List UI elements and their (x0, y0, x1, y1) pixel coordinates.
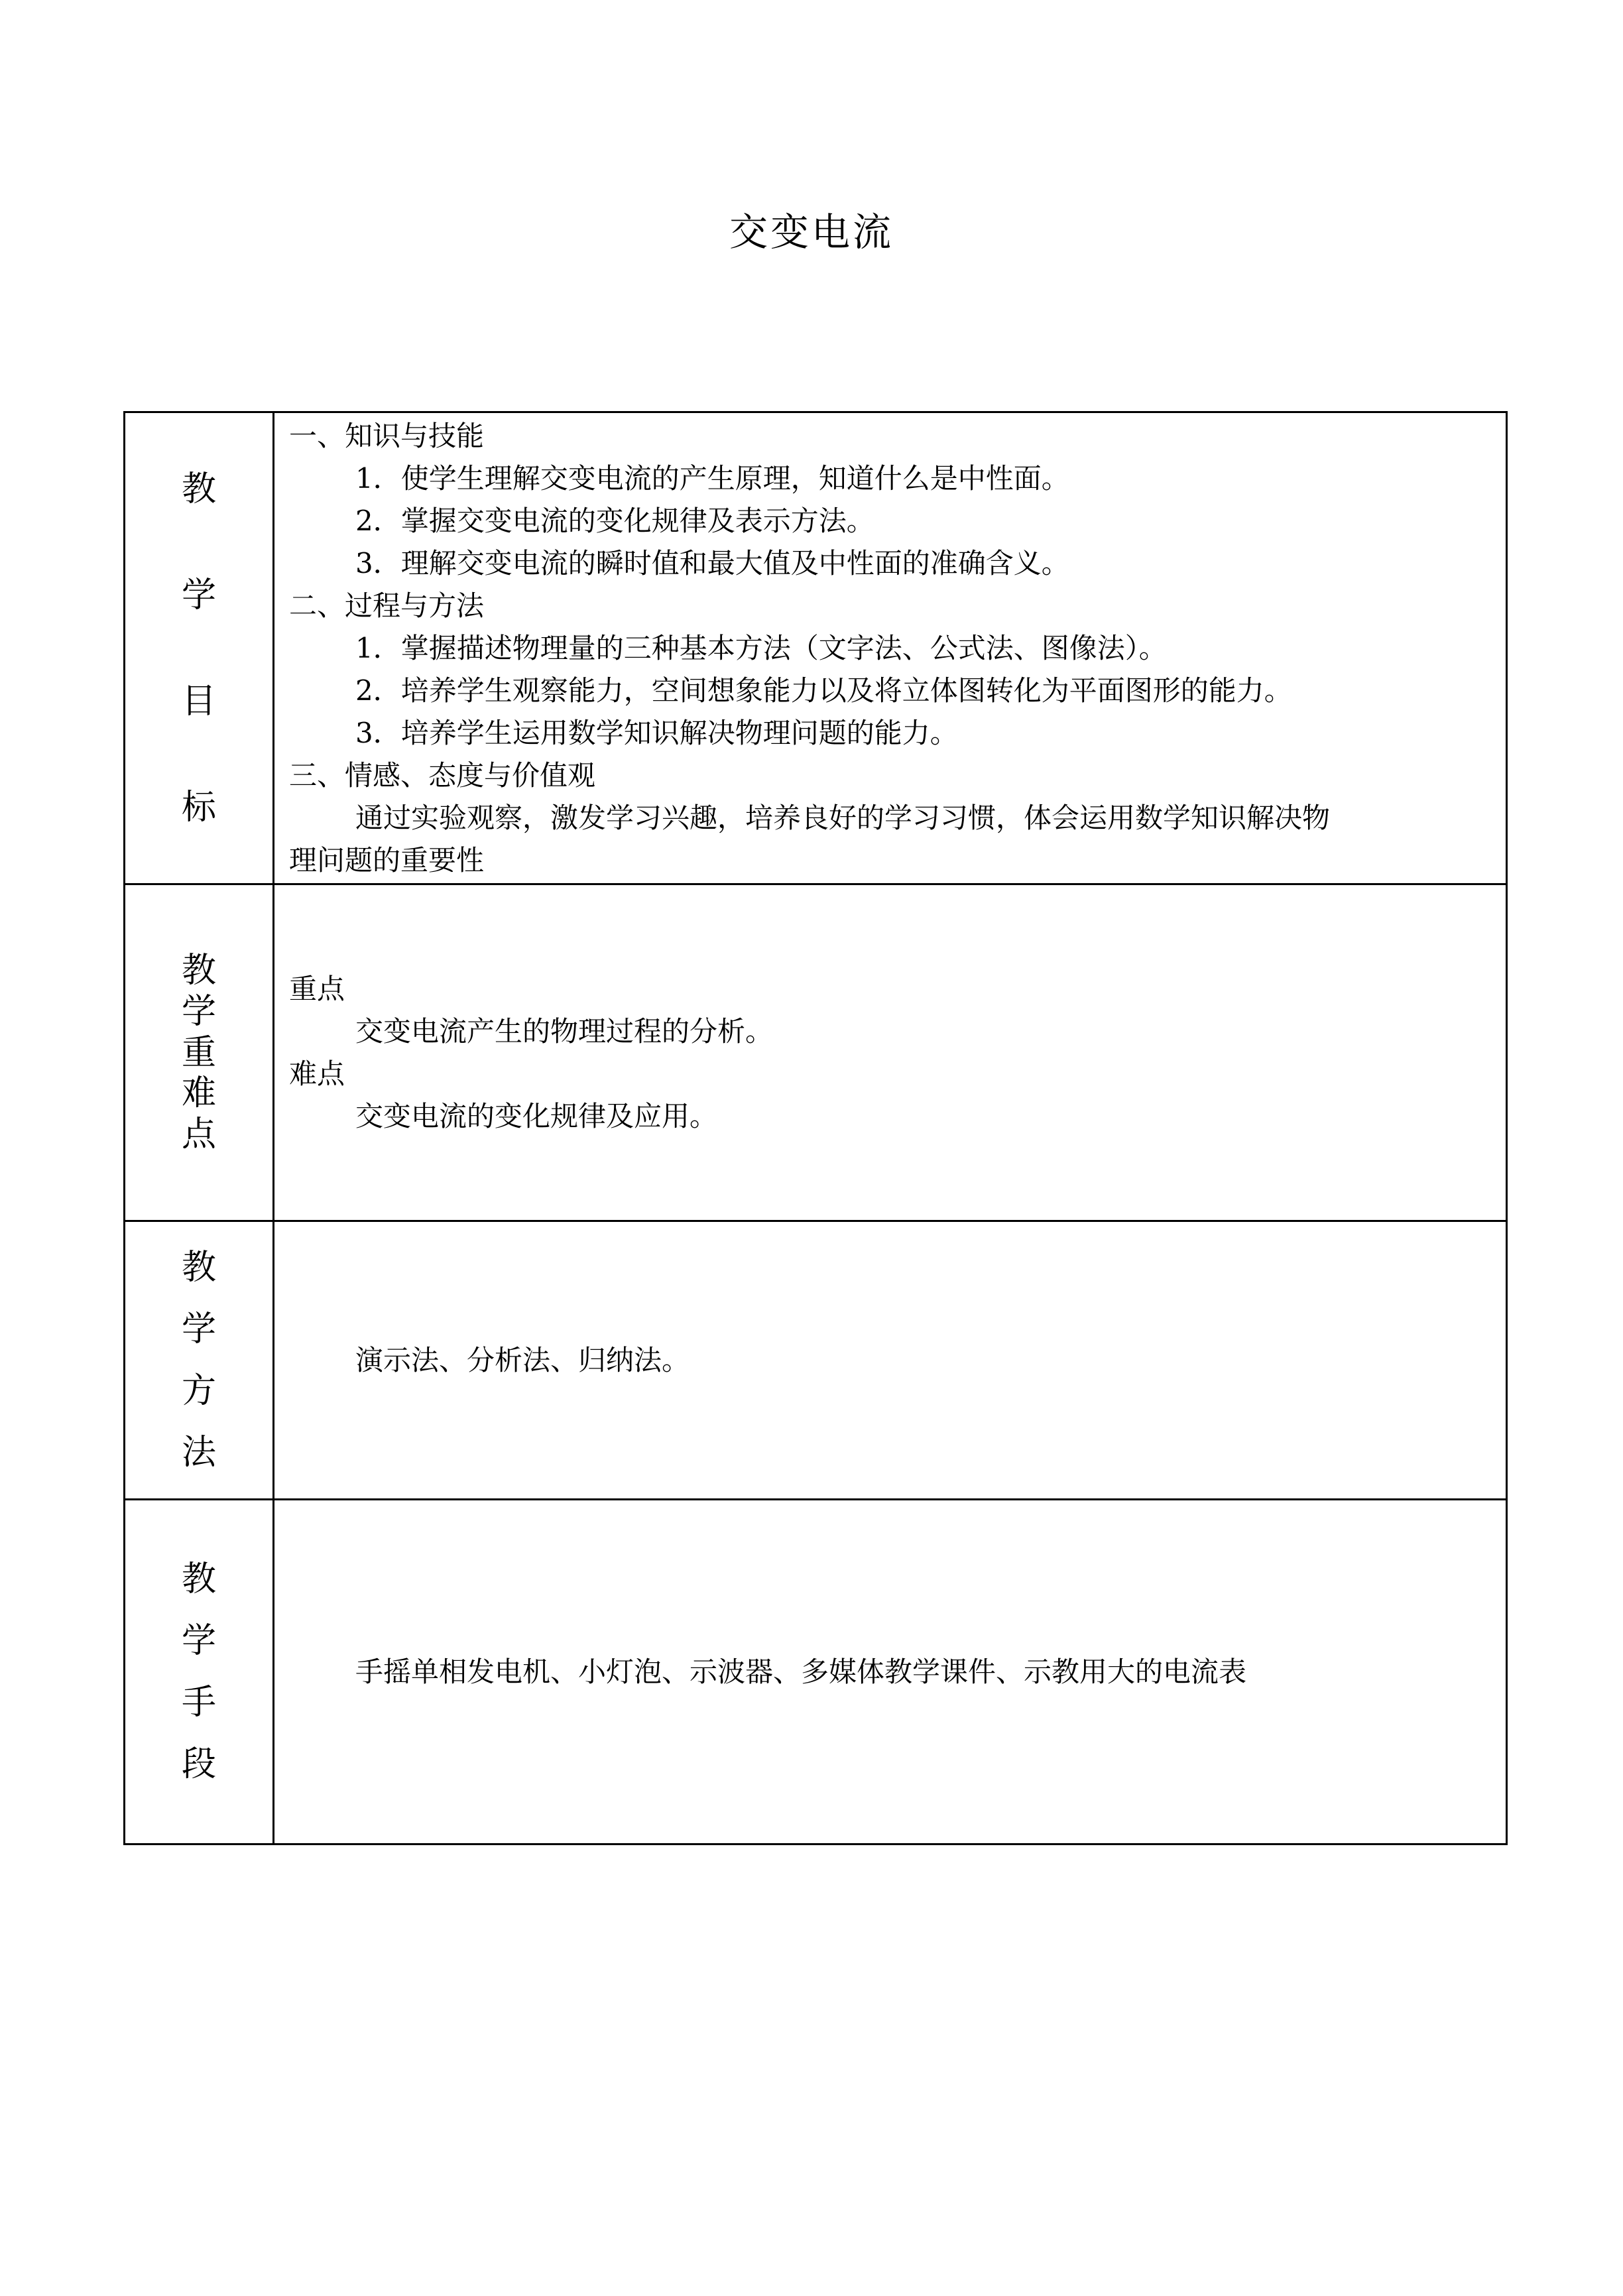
label-cell-teaching-methods (125, 1221, 274, 1500)
label-char: 段 (181, 1744, 216, 1785)
goals-process-item-3: 3．培养学生运用数学知识解决物理问题的能力。 (355, 716, 958, 749)
label-char: 教 (181, 1247, 216, 1288)
goals-heading-knowledge: 一、知识与技能 (289, 419, 485, 452)
label-cell-teaching-goals (125, 412, 274, 884)
goals-values-text-line-2: 理问题的重要性 (289, 843, 485, 876)
label-char: 方 (181, 1371, 216, 1412)
label-char: 教 (181, 1559, 216, 1599)
label-char: 手 (181, 1683, 216, 1723)
goals-process-item-2: 2．培养学生观察能力，空间想象能力以及将立体图转化为平面图形的能力。 (355, 674, 1292, 707)
content-key-points (274, 884, 1507, 1221)
content-teaching-methods (274, 1221, 1507, 1500)
label-char: 学 (181, 1620, 216, 1661)
goals-values-text-line-1: 通过实验观察，激发学习兴趣，培养良好的学习习惯，体会运用数学知识解决物 (355, 801, 1331, 834)
difficulty-label: 难点 (289, 1057, 345, 1090)
focus-text: 交变电流产生的物理过程的分析。 (355, 1014, 774, 1048)
label-char: 学 (181, 991, 216, 1032)
content-teaching-goals (274, 412, 1507, 884)
means-text: 手摇单相发电机、小灯泡、示波器、多媒体教学课件、示教用大的电流表 (355, 1655, 1247, 1688)
goals-knowledge-item-1: 1．使学生理解交变电流的产生原理，知道什么是中性面。 (355, 461, 1069, 495)
page-title: 交变电流 (729, 210, 894, 255)
label-char: 重 (181, 1032, 216, 1073)
label-teaching-goals (125, 469, 272, 827)
label-char: 难 (181, 1073, 216, 1114)
row-teaching-goals (125, 412, 1507, 884)
goals-knowledge-item-3: 3．理解交变电流的瞬时值和最大值及中性面的准确含义。 (355, 546, 1069, 579)
label-char: 点 (181, 1115, 216, 1154)
label-cell-key-points (125, 884, 274, 1221)
label-char: 学 (181, 1309, 216, 1349)
label-char: 标 (181, 787, 216, 827)
label-char: 目 (181, 681, 216, 721)
goals-knowledge-item-2: 2．掌握交变电流的变化规律及表示方法。 (355, 504, 874, 537)
label-char: 法 (181, 1433, 216, 1473)
label-char: 教 (181, 951, 216, 991)
label-char: 教 (181, 469, 216, 509)
row-key-points (125, 884, 1507, 1221)
row-teaching-means (125, 1500, 1507, 1844)
lesson-plan-table (123, 411, 1508, 1845)
label-teaching-means (125, 1559, 272, 1785)
goals-heading-process: 二、过程与方法 (289, 589, 485, 622)
row-teaching-methods (125, 1221, 1507, 1500)
content-teaching-means (274, 1500, 1507, 1844)
label-cell-teaching-means (125, 1500, 274, 1844)
difficulty-text: 交变电流的变化规律及应用。 (355, 1099, 718, 1132)
goals-heading-values: 三、情感、态度与价值观 (289, 758, 596, 792)
methods-text: 演示法、分析法、归纳法。 (355, 1343, 690, 1376)
goals-process-item-1: 1．掌握描述物理量的三种基本方法（文字法、公式法、图像法）。 (355, 631, 1167, 664)
label-teaching-methods (125, 1248, 272, 1473)
focus-label: 重点 (289, 972, 345, 1005)
label-char: 学 (181, 575, 216, 615)
label-key-points (125, 951, 272, 1154)
